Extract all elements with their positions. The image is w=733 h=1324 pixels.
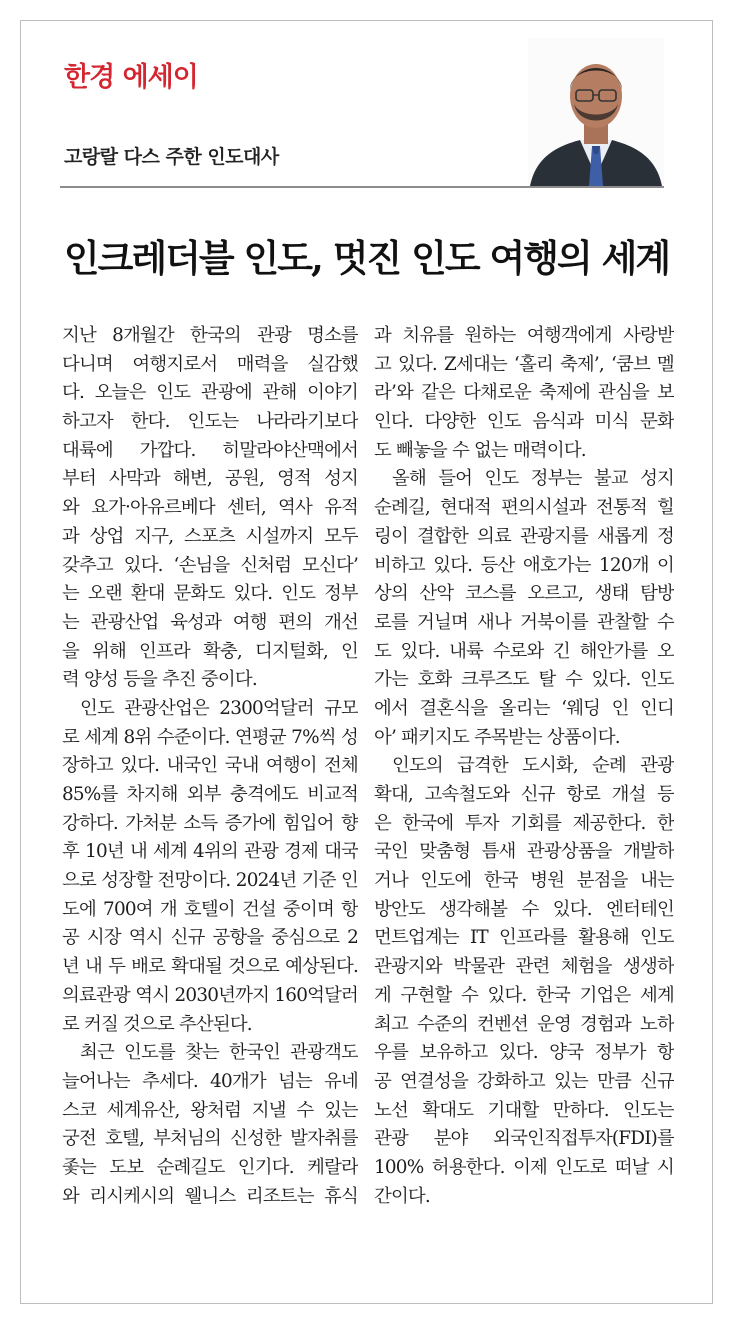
- body-line: 의료관광 역시 2030년까지 160억달러: [62, 984, 358, 1006]
- body-line: 국인 맞춤형 틈새 관광상품을 개발하: [374, 841, 674, 863]
- body-line: 으로 성장할 전망이다. 2024년 기준 인: [62, 870, 358, 892]
- body-line: 궁전 호텔, 부처님의 신성한 발자취를: [62, 1128, 358, 1150]
- body-line: 우를 보유하고 있다. 양국 정부가 항: [374, 1042, 674, 1064]
- body-line: 좇는 도보 순례길도 인기다. 케랄라: [62, 1156, 358, 1178]
- body-line: 올해 들어 인도 정부는 불교 성지: [392, 468, 674, 490]
- body-line: 인다. 다양한 인도 음식과 미식 문화: [374, 411, 674, 433]
- body-line: 고 있다. Z세대는 ‘홀리 축제’, ‘쿰브 멜: [374, 353, 674, 375]
- body-line: 력 양성 등을 추진 중이다.: [62, 669, 257, 691]
- body-line: 은 한국에 투자 기회를 제공한다. 한: [374, 812, 674, 834]
- body-right-column: [374, 322, 674, 1211]
- body-line: 스코 세계유산, 왕처럼 지낼 수 있는: [62, 1099, 358, 1121]
- body-line: 확대, 고속철도와 신규 항로 개설 등: [374, 784, 674, 805]
- body-line: 비하고 있다. 등산 애호가는 120개 이: [374, 554, 674, 576]
- body-line: 공 연결성을 강화하고 있는 만큼 신규: [374, 1070, 674, 1092]
- body-line: 100% 허용한다. 이제 인도로 떠날 시: [374, 1156, 674, 1178]
- body-line: 과 상업 지구, 스포츠 시설까지 모두: [62, 525, 358, 547]
- body-line: 거나 인도에 한국 병원 분점을 내는: [374, 870, 674, 892]
- body-line: 인도 관광산업은 2300억달러 규모: [80, 697, 358, 719]
- body-line: 년 내 두 배로 확대될 것으로 예상된다.: [62, 956, 358, 978]
- body-line: 방안도 생각해볼 수 있다. 엔터테인: [374, 898, 674, 920]
- body-line: 을 위해 인프라 확충, 디지털화, 인: [62, 640, 358, 662]
- body-line: 노선 확대도 기대할 만하다. 인도는: [374, 1099, 674, 1121]
- body-line: 관광 분야 외국인직접투자(FDI)를: [374, 1128, 674, 1150]
- author-byline: 고랑랄 다스 주한 인도대사: [64, 146, 279, 168]
- body-left-column: [62, 322, 358, 1211]
- body-line: 로를 거닐며 새나 거북이를 관찰할 수: [374, 611, 674, 633]
- body-line: 늘어나는 추세다. 40개가 넘는 유네: [62, 1070, 358, 1092]
- body-line: 도 있다. 내륙 수로와 긴 해안가를 오: [374, 640, 674, 662]
- body-line: 다니며 여행지로서 매력을 실감했: [62, 353, 358, 375]
- body-line: 최고 수준의 컨벤션 운영 경험과 노하: [374, 1013, 674, 1035]
- header-divider: [60, 186, 664, 188]
- body-line: 인도의 급격한 도시화, 순례 관광: [392, 755, 674, 777]
- body-line: 는 오랜 환대 문화도 있다. 인도 정부: [62, 583, 358, 605]
- body-line: 지난 8개월간 한국의 관광 명소를: [62, 325, 358, 346]
- body-line: 장하고 있다. 내국인 국내 여행이 전체: [62, 755, 358, 777]
- body-line: 하고자 한다. 인도는 나라라기보다: [62, 411, 358, 433]
- body-line: 아’ 패키지도 주목받는 상품이다.: [374, 726, 620, 748]
- body-line: 85%를 차지해 외부 충격에도 비교적: [62, 784, 358, 805]
- body-line: 과 치유를 원하는 여행객에게 사랑받: [374, 325, 674, 346]
- body-line: 다. 오늘은 인도 관광에 관해 이야기: [62, 382, 358, 404]
- body-line: 도 빼놓을 수 없는 매력이다.: [374, 439, 586, 461]
- body-line: 공 시장 역시 신규 공항을 중심으로 2: [62, 927, 358, 949]
- body-line: 대륙에 가깝다. 히말라야산맥에서: [62, 439, 358, 461]
- author-photo: [528, 38, 664, 186]
- body-line: 먼트업계는 IT 인프라를 활용해 인도: [374, 927, 674, 949]
- body-line: 게 구현할 수 있다. 한국 기업은 세계: [374, 984, 674, 1006]
- body-line: 후 10년 내 세계 4위의 관광 경제 대국: [62, 841, 358, 863]
- body-line: 관광지와 박물관 관련 체험을 생생하: [374, 956, 674, 978]
- body-line: 라’와 같은 다채로운 축제에 관심을 보: [374, 382, 674, 404]
- body-line: 도에 700여 개 호텔이 건설 중이며 항: [62, 898, 358, 920]
- body-line: 와 리시케시의 웰니스 리조트는 휴식: [62, 1185, 358, 1207]
- body-line: 링이 결합한 의료 관광지를 새롭게 정: [374, 525, 674, 547]
- body-line: 로 커질 것으로 추산된다.: [62, 1013, 252, 1035]
- body-line: 갖추고 있다. ‘손님을 신처럼 모신다’: [62, 554, 358, 576]
- body-line: 는 관광산업 육성과 여행 편의 개선: [62, 611, 358, 633]
- body-line: 에서 결혼식을 올리는 ‘웨딩 인 인디: [374, 697, 674, 719]
- body-line: 강하다. 가처분 소득 증가에 힘입어 향: [62, 812, 358, 834]
- body-line: 와 요가·아유르베다 센터, 역사 유적: [62, 497, 358, 519]
- body-line: 순례길, 현대적 편의시설과 전통적 힐: [374, 497, 674, 519]
- body-line: 로 세계 8위 수준이다. 연평균 7%씩 성: [62, 726, 358, 748]
- series-title: 한경 에세이: [64, 62, 198, 93]
- body-line: 상의 산악 코스를 오르고, 생태 탐방: [374, 583, 674, 605]
- body-line: 최근 인도를 찾는 한국인 관광객도: [80, 1042, 358, 1064]
- body-line: 부터 사막과 해변, 공원, 영적 성지: [62, 468, 358, 490]
- body-line: 간이다.: [374, 1185, 430, 1207]
- headline: 인크레더블 인도, 멋진 인도 여행의 세계: [63, 236, 670, 280]
- body-line: 가는 호화 크루즈도 탈 수 있다. 인도: [374, 669, 674, 691]
